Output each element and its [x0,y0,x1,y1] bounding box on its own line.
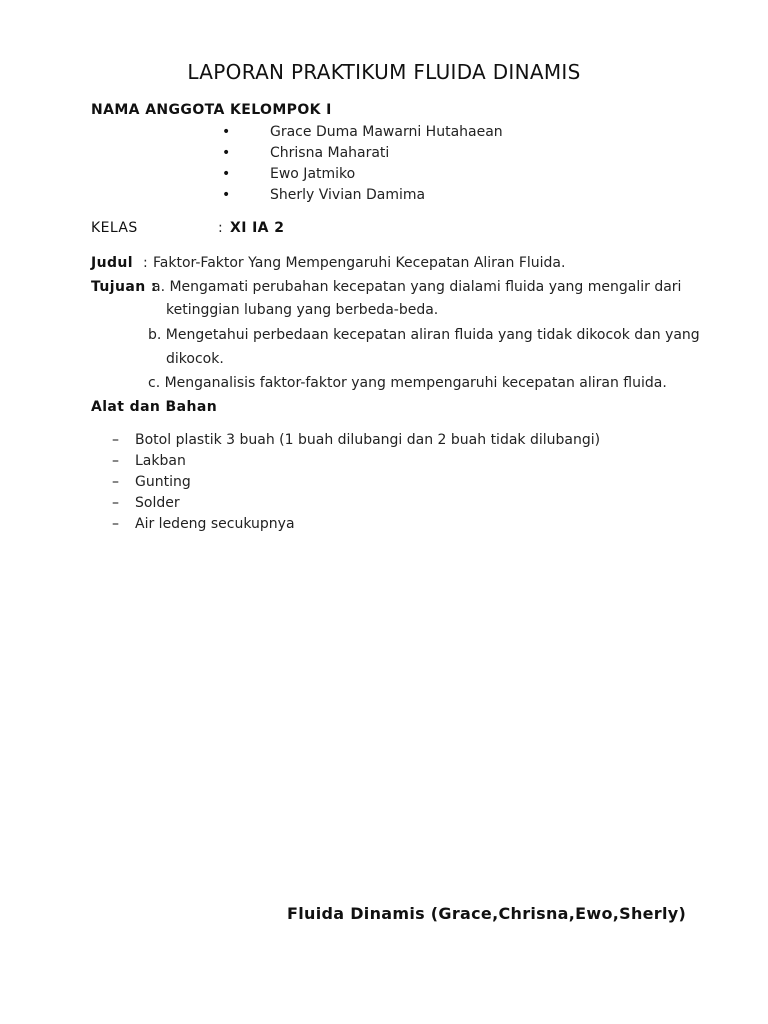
bullet-icon: • [222,124,231,140]
member-name: Sherly Vivian Damima [270,187,426,203]
dash-bullet-icon: – [112,432,119,448]
member-name: Grace Duma Mawarni Hutahaean [270,124,503,140]
class-label: KELAS [91,220,138,236]
dash-bullet-icon: – [112,516,119,532]
tujuan-item-b: b. Mengetahui perbedaan kecepatan aliran fluida yang tidak dikocok dan yang [148,327,700,343]
tujuan-item-a: a. Mengamati perubahan kecepatan yang dialami fluida yang mengalir dari [152,279,682,295]
tujuan-label: Tujuan : [91,279,157,295]
dash-bullet-icon: – [112,453,119,469]
bullet-icon: • [222,145,231,161]
alat-bahan-label: Alat dan Bahan [91,399,218,415]
class-value: XI IA 2 [230,220,285,236]
judul-label: Judul [91,255,133,271]
bullet-icon: • [222,166,231,182]
judul-value: Faktor-Faktor Yang Mempengaruhi Kecepatan Aliran Fluida. [153,255,566,271]
class-separator: : [218,220,223,236]
tujuan-item-c: c. Menganalisis faktor-faktor yang mempengaruhi kecepatan aliran fluida. [148,375,667,391]
dash-bullet-icon: – [112,474,119,490]
tujuan-item-a-continued: ketinggian lubang yang berbeda-beda. [166,302,439,318]
bullet-icon: • [222,187,231,203]
member-name: Chrisna Maharati [270,145,390,161]
tujuan-item-b-continued: dikocok. [166,351,224,367]
alat-item: Botol plastik 3 buah (1 buah dilubangi dan 2 buah tidak dilubangi) [135,432,601,448]
dash-bullet-icon: – [112,495,119,511]
judul-separator: : [143,255,148,271]
members-label: NAMA ANGGOTA KELOMPOK I [91,102,332,118]
alat-item: Lakban [135,453,186,469]
alat-item: Solder [135,495,180,511]
footer-caption: Fluida Dinamis (Grace,Chrisna,Ewo,Sherly) [287,904,687,923]
page-title: LAPORAN PRAKTIKUM FLUIDA DINAMIS [187,60,581,84]
member-name: Ewo Jatmiko [270,166,356,182]
alat-item: Air ledeng secukupnya [135,516,295,532]
alat-item: Gunting [135,474,191,490]
